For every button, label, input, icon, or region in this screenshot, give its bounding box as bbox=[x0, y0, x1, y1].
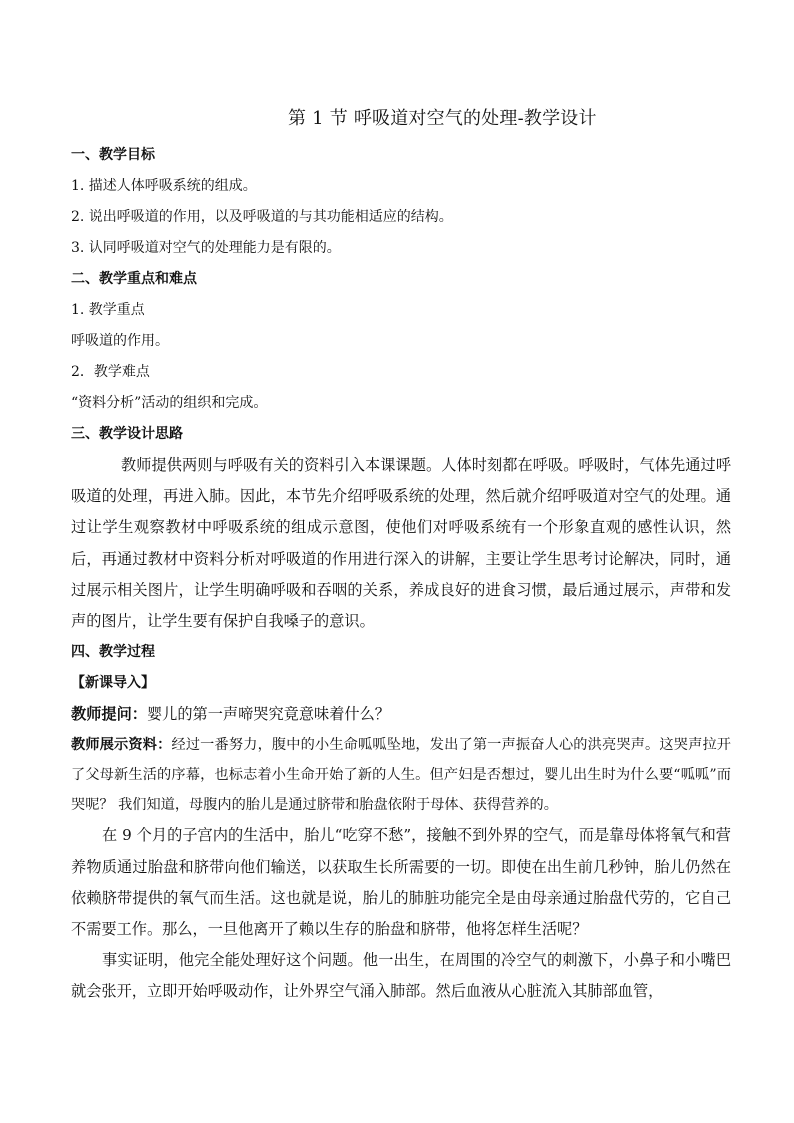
teacher-material-text: 经过一番努力，腹中的小生命呱呱坠地，发出了第一声振奋人心的洪亮哭声。这哭声拉开了父母新生活的序幕，也标志着小生命开始了新的人生。但产妇是否想过，婴儿出生时为什么要“呱呱”而哭呢？ 我们知道，母腹内的胎儿是通过脐带和胎盘依附于母体、获得营养的。 bbox=[71, 737, 731, 814]
difficulty-subheading: 2．教学难点 bbox=[71, 364, 150, 380]
document-body bbox=[71, 140, 731, 1008]
teacher-material bbox=[71, 730, 731, 820]
teacher-question-text: 婴儿的第一声啼哭究竟意味着什么？ bbox=[146, 705, 390, 724]
teacher-question-lead: 教师提问： bbox=[71, 705, 147, 724]
teacher-material-lead: 教师展示资料： bbox=[71, 737, 172, 754]
goal-item-3: 3. 认同呼吸道对空气的处理能力是有限的。 bbox=[71, 240, 341, 256]
key-point-text: 呼吸道的作用。 bbox=[71, 333, 169, 349]
intro-label: 【新课导入】 bbox=[71, 675, 155, 692]
teacher-question bbox=[71, 699, 731, 730]
section-heading-design: 三、教学设计思路 bbox=[71, 426, 183, 442]
section-heading-process: 四、教学过程 bbox=[71, 644, 155, 661]
document-title: 第 1 节 呼吸道对空气的处理-教学设计 bbox=[288, 108, 597, 129]
difficulty-text: “资料分析”活动的组织和完成。 bbox=[71, 395, 268, 411]
goal-item-1: 1. 描述人体呼吸系统的组成。 bbox=[71, 178, 257, 194]
key-point-subheading: 1. 教学重点 bbox=[71, 302, 145, 318]
goal-item-2: 2. 说出呼吸道的作用，以及呼吸道的与其功能相适应的结构。 bbox=[71, 209, 453, 225]
section-heading-goals: 一、教学目标 bbox=[71, 147, 155, 163]
design-paragraph: 教师提供两则与呼吸有关的资料引入本课课题。人体时刻都在呼吸。呼吸时，气体先通过呼吸道的处理，再进入肺。因此，本节先介绍呼吸系统的处理，然后就介绍呼吸道对空气的处理。通过让学生观察教材中呼吸系统的组成示意图，使他们对呼吸系统有一个形象直观的感性认识，然后，再通过教材中资料分析对呼吸道的作用进行深入的讲解，主要让学生思考讨论解决，同时，通过展示相关图片，让学生明确呼吸和吞咽的关系，养成良好的进食习惯，最后通过展示，声带和发声的图片，让学生要有保护自我嗓子的意识。 bbox=[71, 456, 731, 631]
process-paragraph-2: 事实证明，他完全能处理好这个问题。他一出生，在周围的冷空气的刺激下，小鼻子和小嘴巴就会张开，立即开始呼吸动作，让外界空气涌入肺部。然后血液从心脏流入其肺部血管， bbox=[71, 951, 731, 1001]
section-heading-key-points: 二、教学重点和难点 bbox=[71, 271, 197, 287]
process-paragraph-1: 在 9 个月的子宫内的生活中，胎儿“吃穿不愁”，接触不到外界的空气，而是靠母体将氧气和营养物质通过胎盘和脐带向他们输送，以获取生长所需要的一切。即使在出生前几秒钟，胎儿仍然在依赖脐带提供的氧气而生活。这也就是说，胎儿的肺脏功能完全是由母亲通过胎盘代劳的，它自己不需要工作。那么，一旦他离开了赖以生存的胎盘和脐带，他将怎样生活呢？ bbox=[71, 826, 731, 939]
